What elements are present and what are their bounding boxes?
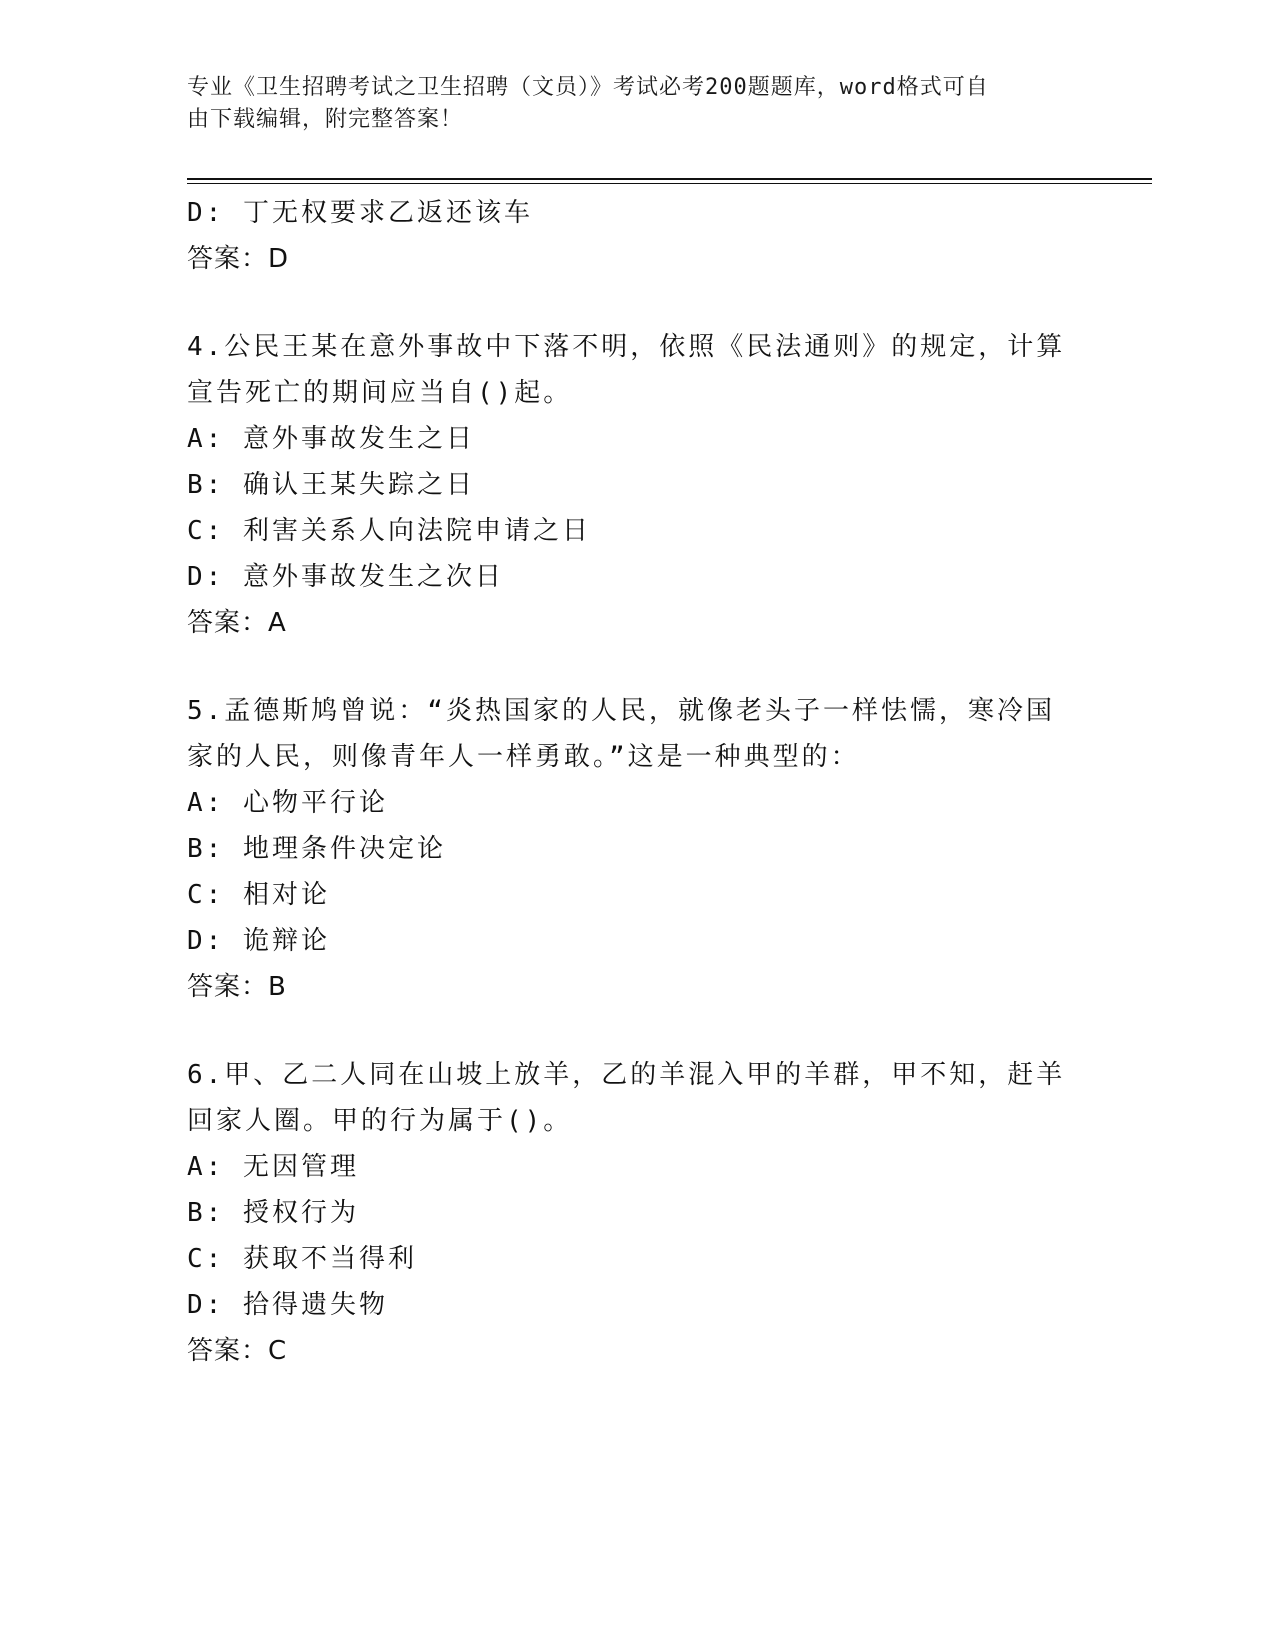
spacer: [187, 1010, 1067, 1052]
option-a: A: 意外事故发生之日: [187, 424, 475, 454]
option-c: C: 相对论: [187, 880, 330, 910]
question-fragment: [187, 190, 1067, 282]
option-a: A: 心物平行论: [187, 788, 388, 818]
option-a: A: 无因管理: [187, 1152, 359, 1182]
question-text-line-1: 5.孟德斯鸠曾说：“炎热国家的人民，就像老头子一样怯懦，寒冷国: [187, 696, 1055, 726]
question-text-line-1: 6.甲、乙二人同在山坡上放羊，乙的羊混入甲的羊群，甲不知，赶羊: [187, 1060, 1066, 1090]
answer-line: 答案：A: [187, 608, 287, 638]
option-d: D: 诡辩论: [187, 926, 330, 956]
option-d: D: 意外事故发生之次日: [187, 562, 504, 592]
document-header: [187, 72, 1067, 136]
answer-line: 答案：C: [187, 1336, 288, 1366]
question-list: [187, 190, 1067, 1374]
question-4: [187, 324, 1067, 646]
option-b: B: 授权行为: [187, 1198, 359, 1228]
spacer: [187, 282, 1067, 324]
header-line-1: 专业《卫生招聘考试之卫生招聘（文员）》考试必考200题题库，word格式可自: [187, 75, 989, 100]
option-d: D: 拾得遗失物: [187, 1290, 388, 1320]
option-b: B: 地理条件决定论: [187, 834, 446, 864]
question-5: [187, 688, 1067, 1010]
question-text-line-2: 回家人圈。甲的行为属于()。: [187, 1106, 573, 1136]
option-d: D: 丁无权要求乙返还该车: [187, 198, 533, 228]
question-text-line-1: 4.公民王某在意外事故中下落不明，依照《民法通则》的规定，计算: [187, 332, 1066, 362]
question-6: [187, 1052, 1067, 1374]
option-b: B: 确认王某失踪之日: [187, 470, 475, 500]
option-c: C: 获取不当得利: [187, 1244, 417, 1274]
header-line-2: 由下载编辑，附完整答案！: [187, 107, 464, 132]
question-text-line-2: 宣告死亡的期间应当自()起。: [187, 378, 573, 408]
header-divider-thick: [187, 178, 1152, 180]
spacer: [187, 646, 1067, 688]
answer-line: 答案：D: [187, 244, 290, 274]
header-divider-thin: [187, 183, 1152, 184]
question-text-line-2: 家的人民，则像青年人一样勇敢。”这是一种典型的：: [187, 742, 860, 772]
option-c: C: 利害关系人向法院申请之日: [187, 516, 591, 546]
answer-line: 答案：B: [187, 972, 287, 1002]
